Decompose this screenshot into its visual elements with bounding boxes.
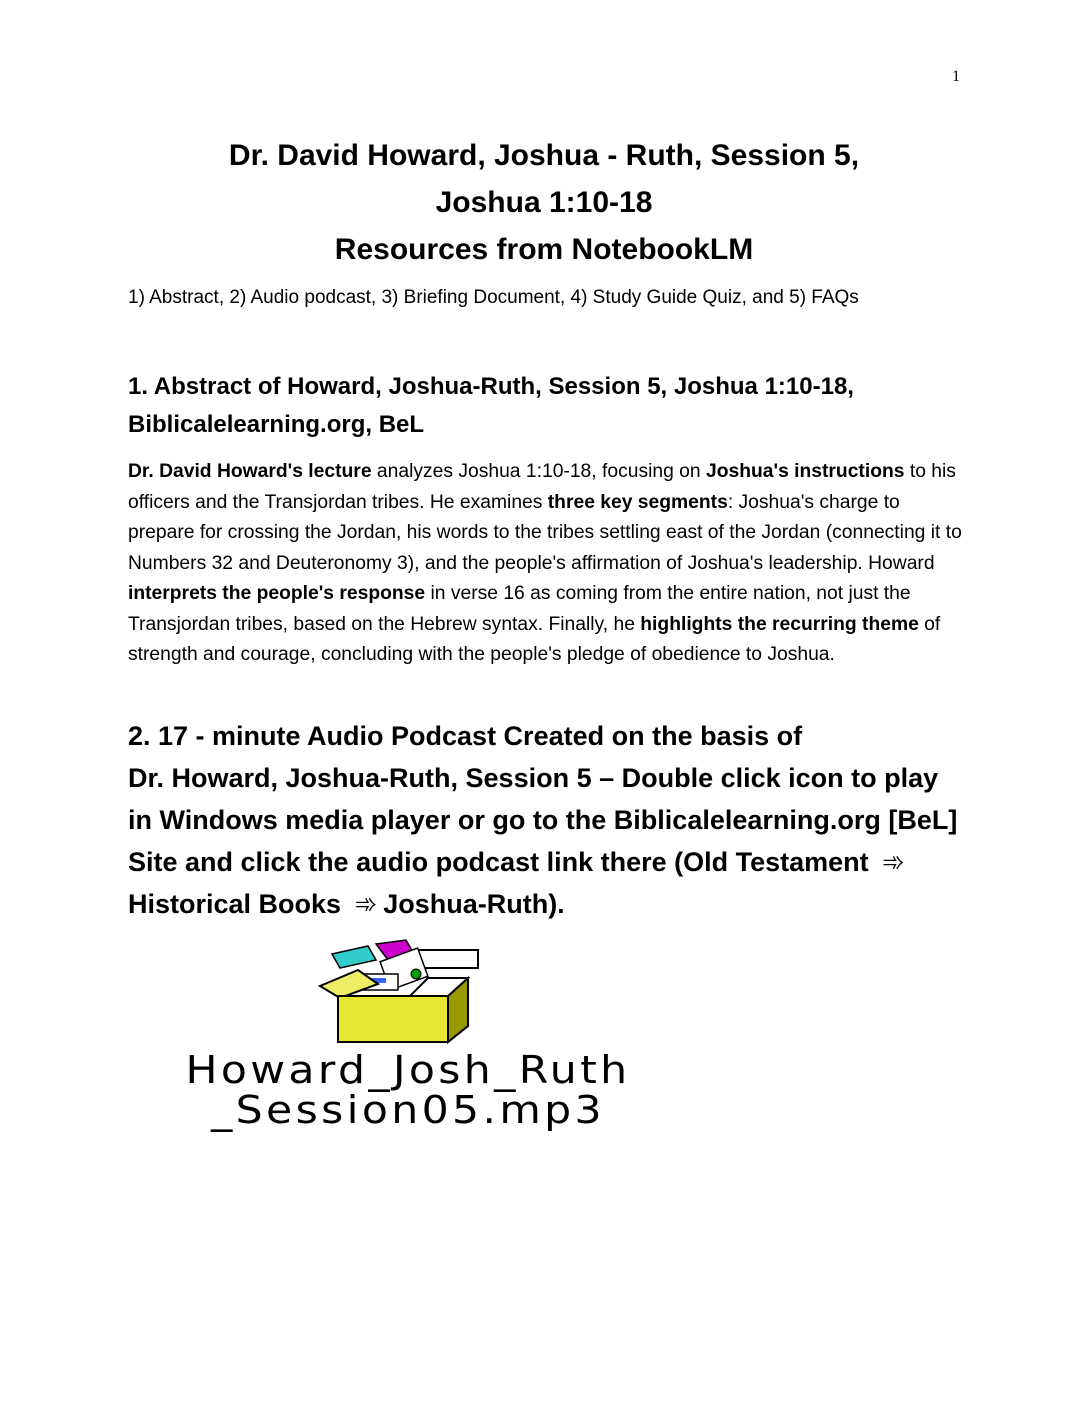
audio-attachment[interactable] <box>128 938 688 1138</box>
title-line-3: Resources from NotebookLM <box>334 233 754 266</box>
title-line-1: Dr. David Howard, Joshua - Ruth, Session 5, <box>228 139 860 172</box>
page-number: 1 <box>952 68 960 85</box>
abstract-bold-1: Dr. David Howard's lecture <box>128 461 372 482</box>
abstract-text-4: in verse 16 as coming from the entire nation, not just the Transjordan tribes, based on the Hebrew syntax. Finally, he <box>128 583 911 635</box>
section-2-heading-line-1: 2. 17 - minute Audio Podcast Created on the basis of <box>128 721 803 751</box>
arrow-right-icon: ➾ <box>354 889 378 919</box>
abstract-text-2: to his officers and the Transjordan tribes. He examines <box>128 461 956 513</box>
abstract-paragraph <box>128 457 964 671</box>
abstract-bold-3: three key segments <box>547 491 728 513</box>
title-line-2: Joshua 1:10-18 <box>435 186 653 219</box>
abstract-text-1: analyzes Joshua 1:10-18, focusing on <box>371 461 706 482</box>
abstract-bold-4: interprets the people's response <box>128 583 426 604</box>
section-2-heading-mid: Historical Books <box>128 889 342 919</box>
package-icon[interactable] <box>318 938 488 1046</box>
table-of-contents: 1) Abstract, 2) Audio podcast, 3) Briefing Document, 4) Study Guide Quiz, and 5) FAQs <box>128 287 859 308</box>
file-name-line-1: Howard_Josh_Ruth <box>185 1048 631 1092</box>
attachment-file-name[interactable] <box>94 1050 721 1130</box>
section-2-heading-end: Joshua-Ruth). <box>383 889 565 919</box>
section-1-heading: 1. Abstract of Howard, Joshua-Ruth, Session 5, Joshua 1:10-18, Biblicalelearning.org, BeL <box>128 373 854 438</box>
file-name-line-2: _Session05.mp3 <box>211 1088 605 1132</box>
abstract-bold-2: Joshua's instructions <box>705 461 905 482</box>
arrow-right-icon: ➾ <box>882 847 905 877</box>
section-2-heading-body: Dr. Howard, Joshua-Ruth, Session 5 – Double click icon to play in Windows media player or go to the Biblicalelearning.org [BeL] Site and click the audio podcast link there (Old Testament <box>128 763 958 877</box>
document-title <box>0 132 1088 273</box>
abstract-bold-5: highlights the recurring theme <box>640 613 919 635</box>
abstract-text-3: : Joshua's charge to prepare for crossing the Jordan, his words to the tribes settling east of the Jordan (connecting it to Numbers 32 and Deuteronomy 3), and the people's affirmation of Joshua's leadership. Howard <box>128 491 962 574</box>
abstract-text-5: of strength and courage, concluding with the people's pledge of obedience to Joshua. <box>128 613 941 665</box>
section-2-heading <box>128 715 968 925</box>
